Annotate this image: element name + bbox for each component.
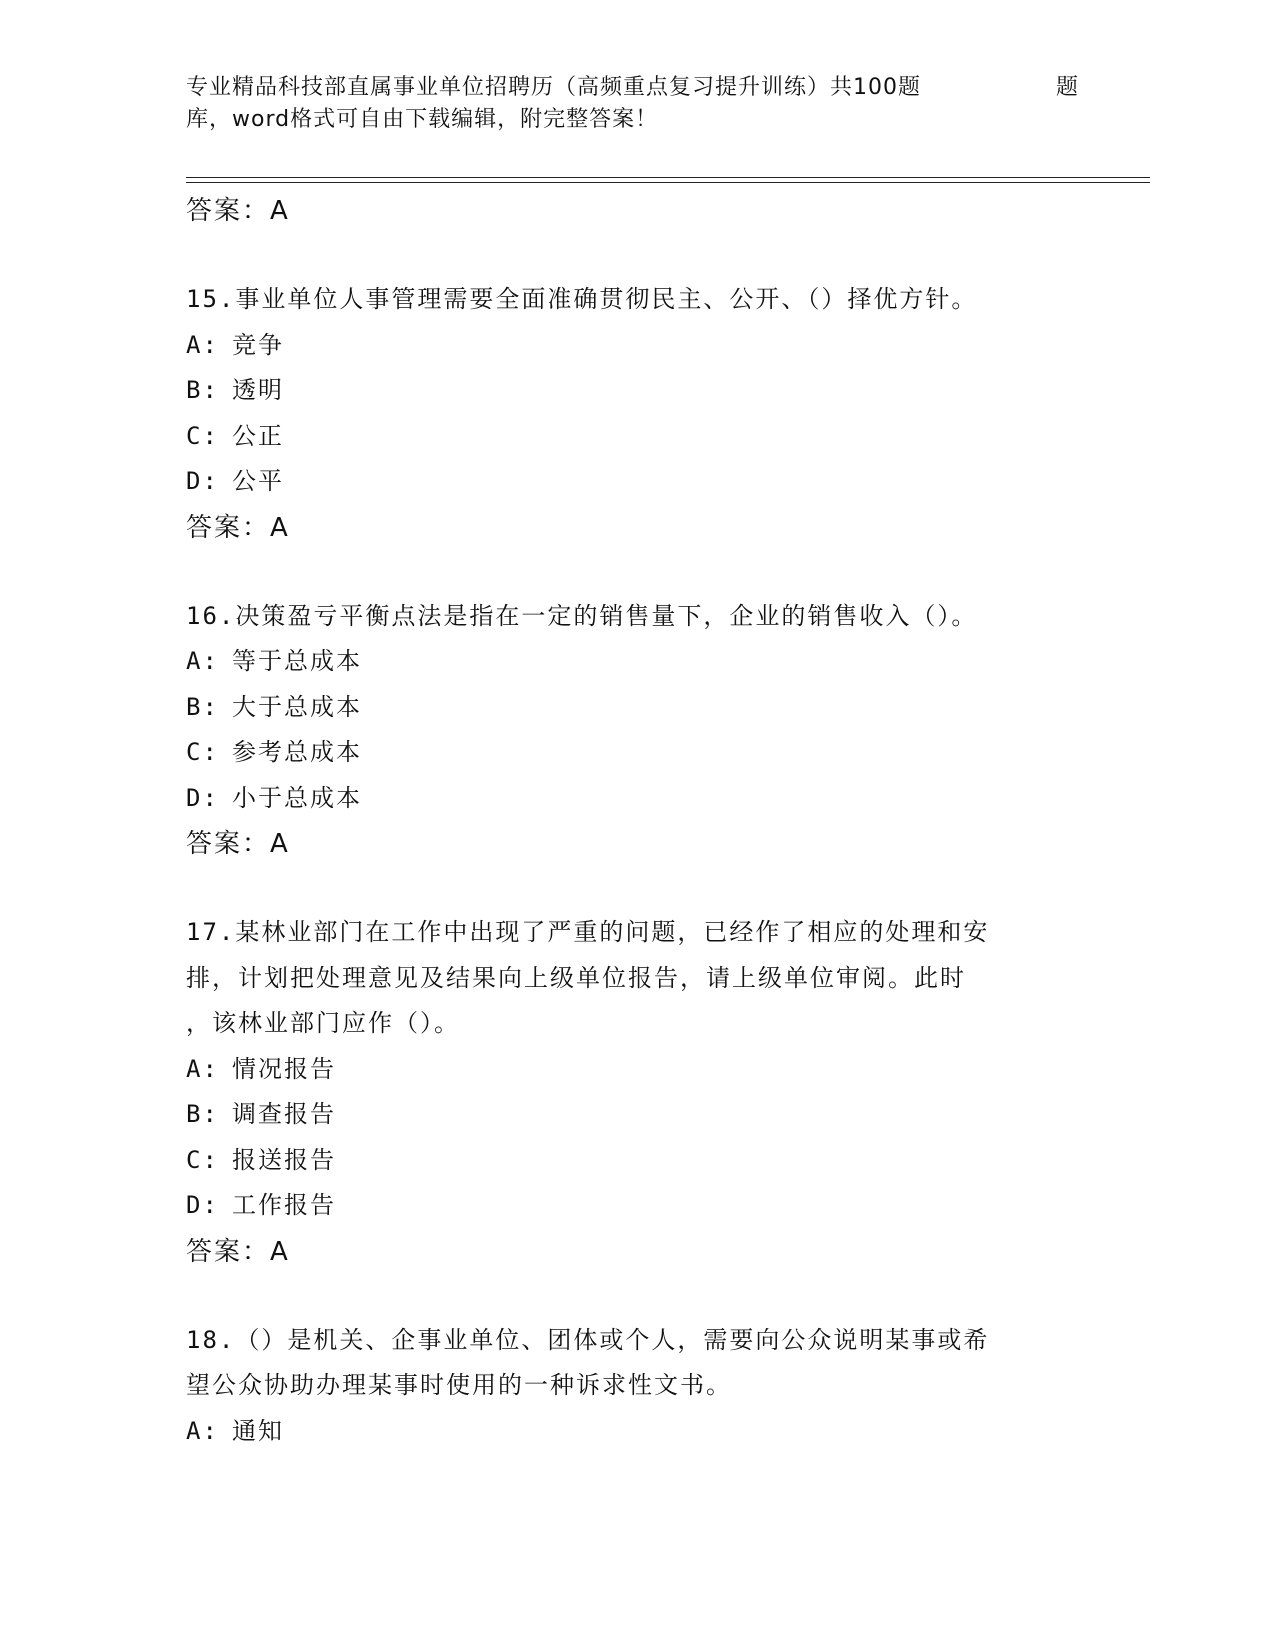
answer-line: 答案：A xyxy=(186,829,290,859)
option-letter: D: xyxy=(186,1191,219,1219)
option-text: 通知 xyxy=(232,1416,284,1445)
spacer xyxy=(186,867,1086,910)
option-text: 小于总成本 xyxy=(232,783,362,812)
question-stem xyxy=(186,910,1086,1047)
option-text: 情况报告 xyxy=(232,1054,336,1083)
header-title-tail: 题 xyxy=(1056,75,1080,100)
header-divider xyxy=(186,177,1150,178)
question-stem-line: ，该林业部门应作（）。 xyxy=(186,1009,460,1037)
option-letter: A: xyxy=(186,1054,219,1083)
header-line xyxy=(186,72,1086,104)
answer-line: 答案：A xyxy=(186,1236,290,1267)
header-line: 库，word格式可自由下载编辑，附完整答案！ xyxy=(186,107,659,132)
answer-line: 答案：A xyxy=(186,512,290,543)
option-letter: B: xyxy=(186,376,219,404)
option-letter: B: xyxy=(186,692,219,721)
option-line xyxy=(186,776,1086,822)
option-letter: A: xyxy=(186,647,219,675)
option-text: 公正 xyxy=(232,421,284,450)
option-line xyxy=(186,639,1086,685)
question-stem-line: 排，计划把处理意见及结果向上级单位报告，请上级单位审阅。此时 xyxy=(186,963,966,992)
option-line xyxy=(186,368,1086,414)
header-title-text: 专业精品科技部直属事业单位招聘历（高频重点复习提升训练）共100题 xyxy=(186,75,921,100)
spacer xyxy=(186,551,1086,594)
option-text: 竞争 xyxy=(232,330,284,359)
option-line xyxy=(186,730,1086,776)
option-text: 调查报告 xyxy=(232,1100,336,1128)
question-stem xyxy=(186,594,1086,640)
spacer xyxy=(186,1275,1086,1318)
option-text: 公平 xyxy=(232,467,284,495)
option-line xyxy=(186,414,1086,460)
option-line xyxy=(186,459,1086,505)
question-stem-line: 17.某林业部门在工作中出现了严重的问题，已经作了相应的处理和安 xyxy=(186,918,990,946)
document-header xyxy=(186,72,1086,136)
option-letter: D: xyxy=(186,467,219,495)
option-line xyxy=(186,1409,1086,1455)
question-stem xyxy=(186,1318,1086,1409)
option-text: 大于总成本 xyxy=(232,692,362,721)
question-stem-line: 望公众协助办理某事时使用的一种诉求性文书。 xyxy=(186,1371,732,1399)
option-line xyxy=(186,1183,1086,1229)
header-divider xyxy=(186,182,1150,183)
option-letter: A: xyxy=(186,330,219,359)
question-stem-line: 16.决策盈亏平衡点法是指在一定的销售量下，企业的销售收入（）。 xyxy=(186,601,978,630)
question-stem-line: 15.事业单位人事管理需要全面准确贯彻民主、公开、（）择优方针。 xyxy=(186,285,978,313)
option-letter: D: xyxy=(186,783,219,812)
question-block xyxy=(186,910,1086,1275)
option-text: 工作报告 xyxy=(232,1191,336,1219)
spacer xyxy=(186,234,1086,277)
option-line xyxy=(186,323,1086,369)
option-letter: C: xyxy=(186,1145,219,1174)
question-stem-line: 18.（）是机关、企事业单位、团体或个人，需要向公众说明某事或希 xyxy=(186,1325,990,1354)
question-block xyxy=(186,277,1086,551)
question-stem xyxy=(186,277,1086,323)
option-letter: A: xyxy=(186,1416,219,1445)
option-line xyxy=(186,1138,1086,1184)
answer-line: 答案：A xyxy=(186,196,290,226)
question-block xyxy=(186,1318,1086,1455)
option-text: 等于总成本 xyxy=(232,647,362,675)
option-letter: C: xyxy=(186,421,219,450)
option-text: 参考总成本 xyxy=(232,738,362,766)
option-text: 透明 xyxy=(232,376,284,404)
option-line xyxy=(186,685,1086,731)
option-line xyxy=(186,1092,1086,1138)
question-block xyxy=(186,594,1086,868)
option-letter: B: xyxy=(186,1100,219,1128)
option-text: 报送报告 xyxy=(232,1145,336,1174)
option-letter: C: xyxy=(186,738,219,766)
option-line xyxy=(186,1047,1086,1093)
document-body xyxy=(186,188,1086,1454)
